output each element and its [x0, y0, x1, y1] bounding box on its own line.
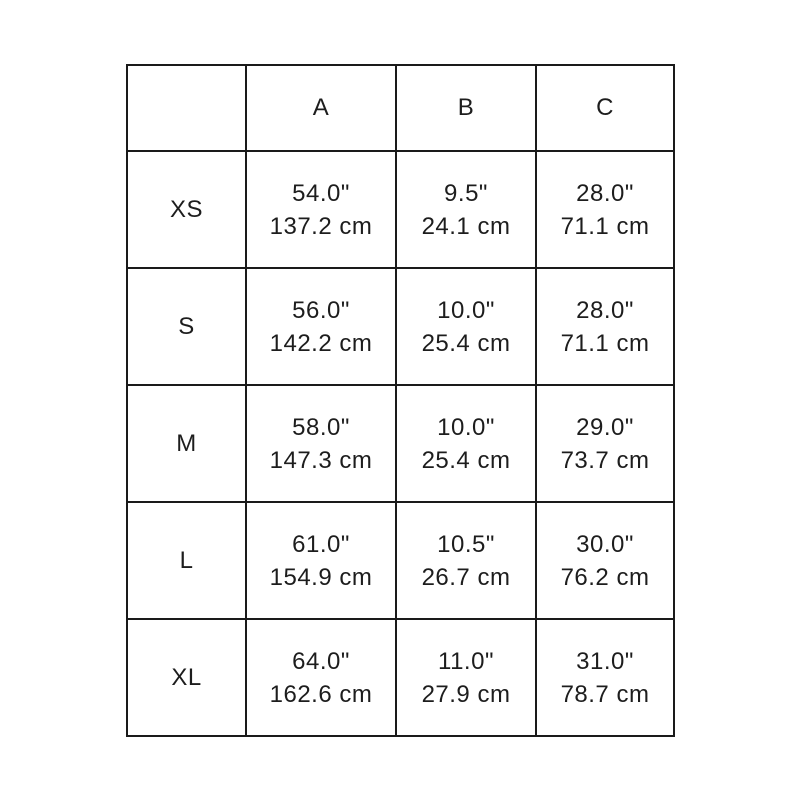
measurement-cell — [246, 151, 396, 268]
cm-value: 137.2 cm — [269, 212, 373, 240]
column-header-b: B — [396, 65, 536, 151]
cm-value: 78.7 cm — [560, 680, 650, 708]
cm-value: 71.1 cm — [560, 212, 650, 240]
column-header-c: C — [536, 65, 674, 151]
cm-value: 71.1 cm — [560, 329, 650, 357]
measurement-cell — [536, 151, 674, 268]
size-label-s: S — [127, 268, 246, 385]
cm-value: 27.9 cm — [421, 680, 511, 708]
measurement-cell — [396, 502, 536, 619]
cm-value: 26.7 cm — [421, 563, 511, 591]
measurement-cell — [396, 619, 536, 736]
measurement-cell — [246, 502, 396, 619]
cm-value: 147.3 cm — [269, 446, 373, 474]
inches-value: 61.0" — [292, 530, 350, 558]
size-label-m: M — [127, 385, 246, 502]
corner-cell — [127, 65, 246, 151]
inches-value: 29.0" — [576, 413, 634, 441]
measurement-cell — [396, 268, 536, 385]
measurement-cell — [536, 268, 674, 385]
cm-value: 24.1 cm — [421, 212, 511, 240]
inches-value: 10.0" — [437, 413, 495, 441]
cm-value: 142.2 cm — [269, 329, 373, 357]
inches-value: 54.0" — [292, 179, 350, 207]
table-row-xs — [127, 151, 674, 268]
inches-value: 9.5" — [444, 179, 488, 207]
size-label-xl: XL — [127, 619, 246, 736]
measurement-cell — [396, 151, 536, 268]
measurement-cell — [536, 502, 674, 619]
inches-value: 31.0" — [576, 647, 634, 675]
inches-value: 11.0" — [438, 647, 494, 675]
measurement-cell — [396, 385, 536, 502]
measurement-cell — [246, 385, 396, 502]
inches-value: 28.0" — [576, 179, 634, 207]
table-row-s — [127, 268, 674, 385]
size-label-l: L — [127, 502, 246, 619]
inches-value: 64.0" — [292, 647, 350, 675]
cm-value: 162.6 cm — [269, 680, 373, 708]
table-row-m — [127, 385, 674, 502]
size-label-xs: XS — [127, 151, 246, 268]
inches-value: 56.0" — [292, 296, 350, 324]
inches-value: 28.0" — [576, 296, 634, 324]
inches-value: 30.0" — [576, 530, 634, 558]
table-row-xl — [127, 619, 674, 736]
cm-value: 25.4 cm — [421, 446, 511, 474]
header-row — [127, 65, 674, 151]
measurement-cell — [246, 268, 396, 385]
cm-value: 76.2 cm — [560, 563, 650, 591]
column-header-a: A — [246, 65, 396, 151]
measurement-cell — [246, 619, 396, 736]
size-chart-table — [126, 64, 675, 737]
cm-value: 154.9 cm — [269, 563, 373, 591]
measurement-cell — [536, 619, 674, 736]
inches-value: 10.5" — [437, 530, 495, 558]
measurement-cell — [536, 385, 674, 502]
inches-value: 58.0" — [292, 413, 350, 441]
cm-value: 25.4 cm — [421, 329, 511, 357]
inches-value: 10.0" — [437, 296, 495, 324]
cm-value: 73.7 cm — [560, 446, 650, 474]
table-row-l — [127, 502, 674, 619]
